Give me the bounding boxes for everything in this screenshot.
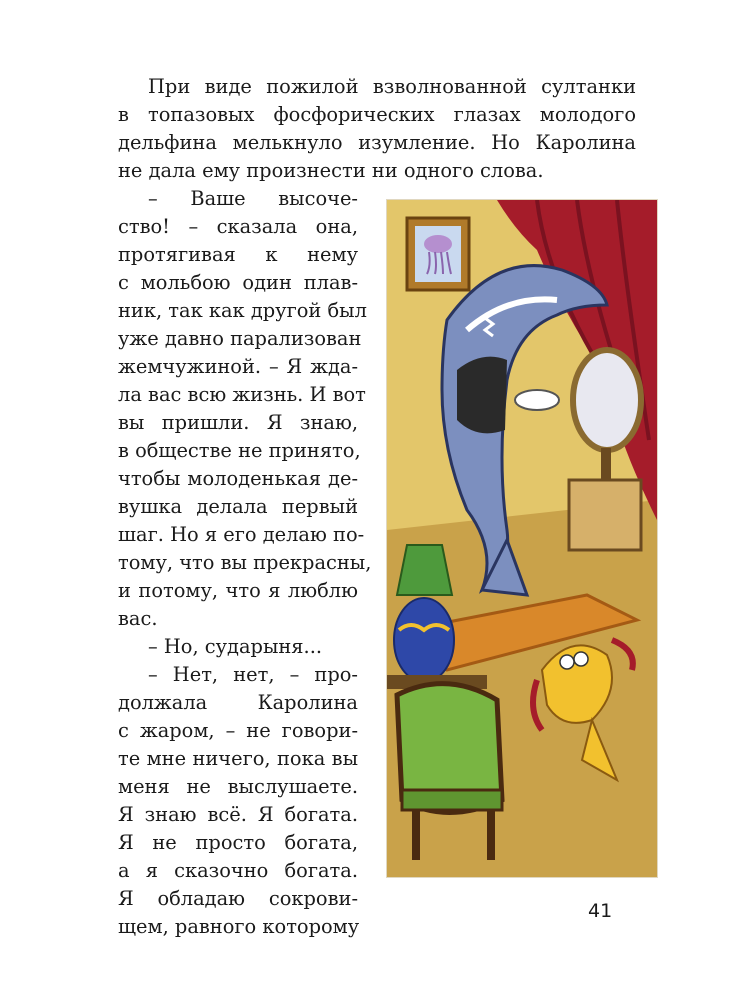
text-line: уже давно парализован [118,327,362,350]
text-line: жемчужиной. – Я жда- [118,355,358,378]
fish-eye [574,652,588,666]
text-line: Я знаю всё. Я богата. [118,803,358,826]
mirror [573,350,641,450]
text-line: дельфина мелькнуло изумление. Но Каролина [118,131,636,154]
text-line: не дала ему произнести ни одного слова. [118,159,544,182]
text-line: вы пришли. Я знаю, [118,411,358,434]
page-number: 41 [588,900,613,922]
lamp-shade [397,545,452,595]
fish-eye [560,655,574,669]
text-line: ство! – сказала она, [118,215,358,238]
text-line: – Нет, нет, – про- [148,663,358,686]
jellyfish-icon [424,235,452,253]
armchair-leg [487,810,495,860]
text-line: ник, так как другой был [118,299,367,322]
text-line: с жаром, – не говори- [118,719,358,742]
text-line: чтобы молоденькая де- [118,467,358,490]
text-line: Я не просто богата, [118,831,358,854]
text-line: в топазовых фосфорических глазах молодого [118,103,636,126]
text-line: должала Каролина [118,691,358,714]
text-line: и потому, что я люблю [118,579,358,602]
text-line: а я сказочно богата. [118,859,358,882]
text-line: вас. [118,607,158,630]
story-illustration [386,199,658,878]
armchair-leg [412,810,420,860]
text-line: При виде пожилой взволнованной султанки [148,75,636,98]
text-line: Я обладаю сокрови- [118,887,358,910]
text-line: – Но, сударыня... [148,635,323,658]
illustration-svg [387,200,657,877]
text-line: те мне ничего, пока вы [118,747,358,770]
dresser [569,480,641,550]
picture-canvas [415,226,461,282]
text-line: ла вас всю жизнь. И вот [118,383,366,406]
dolphin-glove [515,390,559,410]
tuxedo-icon [457,357,507,434]
vase [394,598,454,682]
armchair-seat [402,790,502,810]
text-line: шаг. Но я его делаю по- [118,523,365,546]
text-line: вушка делала первый [118,495,358,518]
text-line: с мольбою один плав- [118,271,358,294]
text-line: в обществе не принято, [118,439,361,462]
text-line: – Ваше высоче- [148,187,358,210]
text-line: тому, что вы прекрасны, [118,551,372,574]
text-line: протягивая к нему [118,243,358,266]
text-line: меня не выслушаете. [118,775,358,798]
text-line: щем, равного которому [118,915,360,938]
